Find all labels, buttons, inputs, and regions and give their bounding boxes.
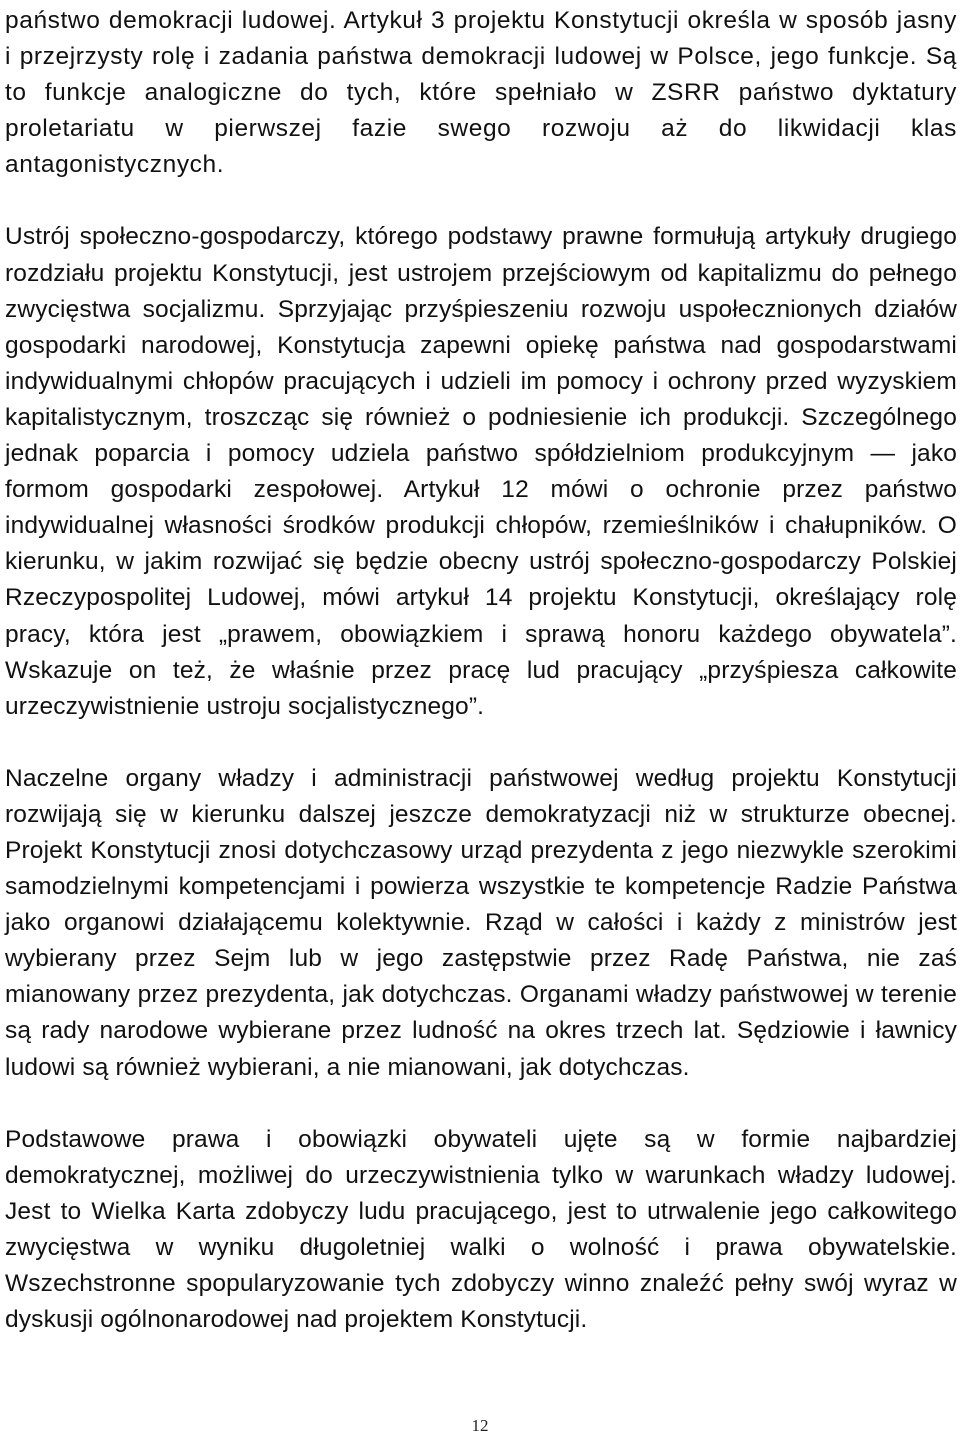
document-page [5,0,957,1338]
page-number: 12 [471,1416,489,1435]
paragraph-1: państwo demokracji ludowej. Artykuł 3 projektu Konstytucji określa w sposób jasny i przejrzysty rolę i zadania państwa demokracji ludowej w Polsce, jego funkcje. Są to funkcje analogiczne do tych, które spełniało w ZSRR państwo dyktatury proletariatu w pierwszej fazie swego rozwoju aż do likwidacji klas antagonistycznych. [5,7,957,179]
paragraph-4: Podstawowe prawa i obowiązki obywateli ujęte są w formie najbardziej demokratycznej, możliwej do urzeczywistnienia tylko w warunkach władzy ludowej. Jest to Wielka Karta zdobyczy ludu pracującego, jest to utrwalenie jego całkowitego zwycięstwa w wyniku długoletniej walki o wolność i prawa obywatelskie. Wszechstronne spopularyzowanie tych zdobyczy winno znaleźć pełny swój wyraz w dyskusji ogólnonarodowej nad projektem Konstytucji. [5,1125,957,1334]
paragraph-2: Ustrój społeczno-gospodarczy, którego podstawy prawne formułują artykuły drugiego rozdziału projektu Konstytucji, jest ustrojem przejściowym od kapitalizmu do pełnego zwycięstwa socjalizmu. Sprzyjając przyśpieszeniu rozwoju uspołecznionych działów gospodarki narodowej, Konstytucja zapewni opiekę państwa nad gospodarstwami indywidualnymi chłopów pracujących i udzieli im pomocy i ochrony przed wyzyskiem kapitalistycznym, troszcząc się również o podniesienie ich produkcji. Szczególnego jednak poparcia i pomocy udziela państwo spółdzielniom produkcyjnym — jako formom gospodarki zespołowej. Artykuł 12 mówi o ochronie przez państwo indywidualnej własności środków produkcji chłopów, rzemieślników i chałupników. O kierunku, w jakim rozwijać się będzie obecny ustrój społeczno-gospodarczy Polskiej Rzeczypospolitej Ludowej, mówi artykuł 14 projektu Konstytucji, określający rolę pracy, która jest „prawem, obowiązkiem i sprawą honoru każdego obywatela”. Wskazuje on też, że właśnie przez pracę lud pracujący „przyśpiesza całkowite urzeczywistnienie ustroju socjalistycznego”. [5,223,957,720]
paragraph-3: Naczelne organy władzy i administracji państwowej według projektu Konstytucji rozwijają się w kierunku dalszej jeszcze demokratyzacji niż w strukturze obecnej. Projekt Konstytucji znosi dotychczasowy urząd prezydenta z jego niezwykle szerokimi samodzielnymi kompetencjami i powierza wszystkie te kompetencje Radzie Państwa jako organowi działającemu kolektywnie. Rząd w całości i każdy z ministrów jest wybierany przez Sejm lub w jego zastępstwie przez Radę Państwa, nie zaś mianowany przez prezydenta, jak dotychczas. Organami władzy państwowej w terenie są rady narodowe wybierane przez ludność na okres trzech lat. Sędziowie i ławnicy ludowi są również wybierani, a nie mianowani, jak dotychczas. [5,764,957,1081]
